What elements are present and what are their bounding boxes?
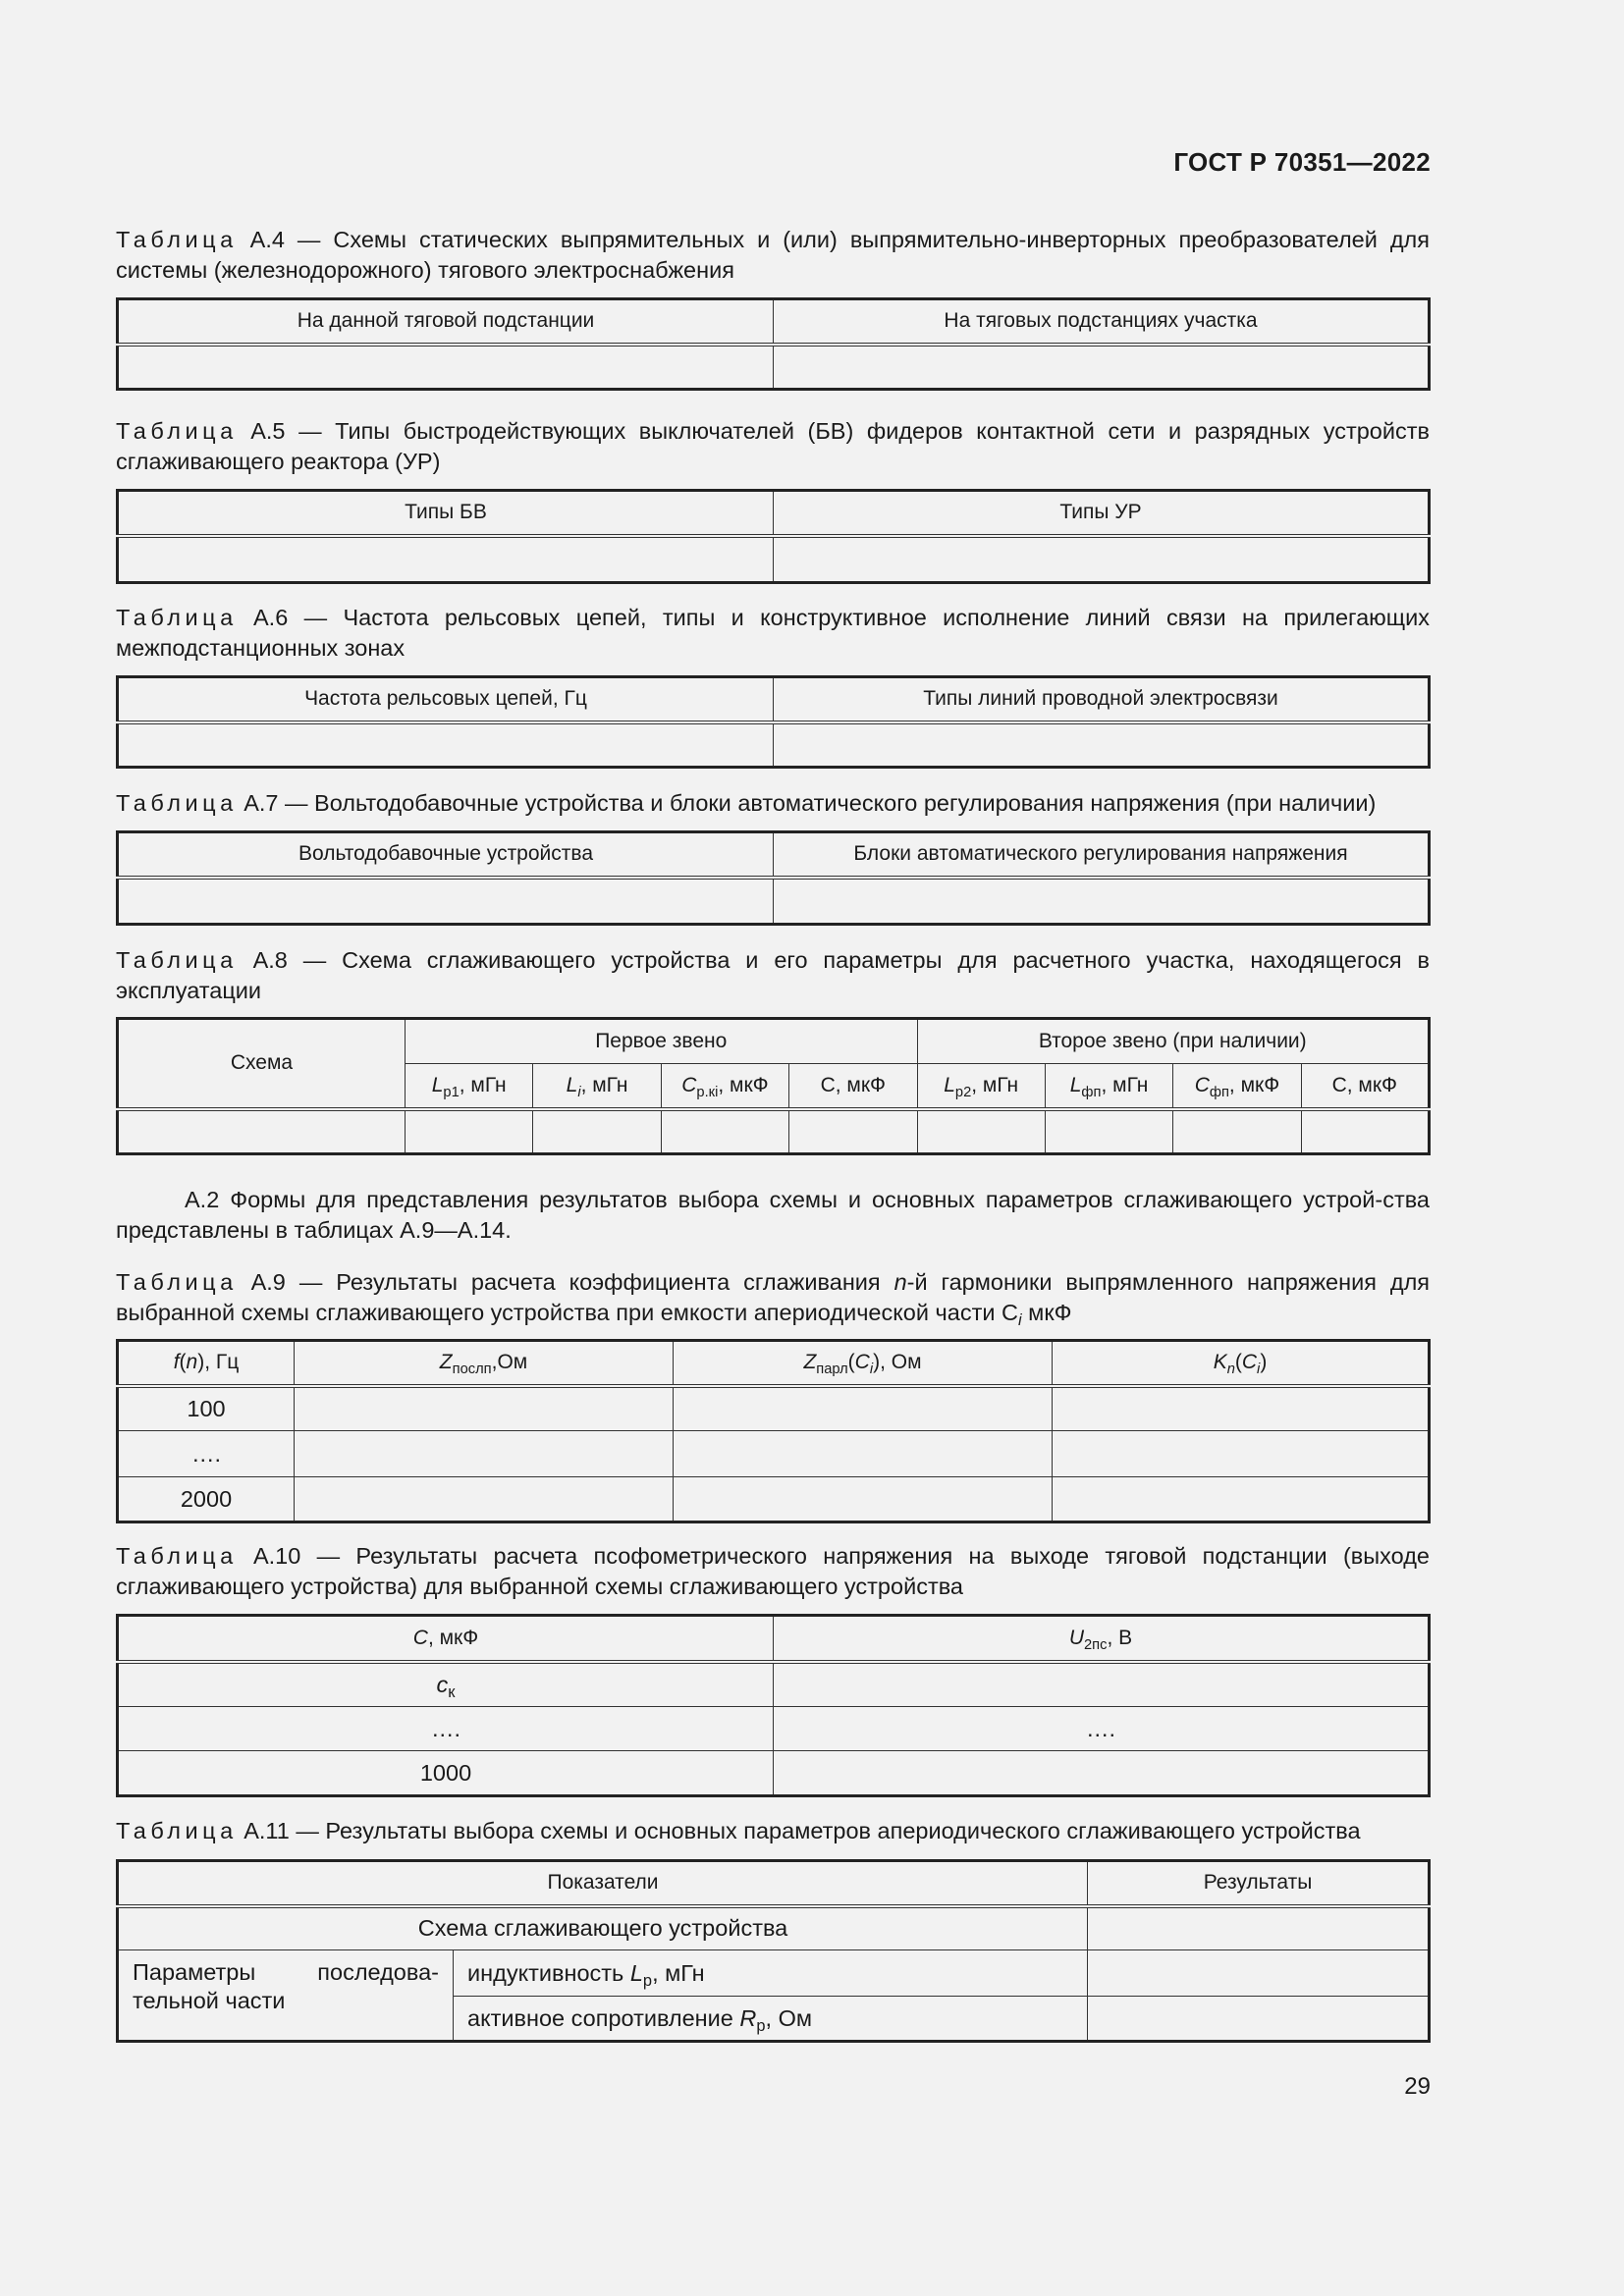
table-a11 [116, 1859, 1431, 2043]
table-a10-caption [116, 1541, 1430, 1602]
table-a8-col-cfp: $C_{фп}$, мкФ [1173, 1064, 1301, 1109]
table-a10-row-label: …. [118, 1707, 774, 1751]
table-a8-col-lp1: $L_{р1}$, мГн [406, 1064, 533, 1109]
table-a7-title: — Вольтодобавочные устройства и блоки автоматического регулирования напряжения (при наличии) [285, 790, 1377, 816]
table-a9-cell [674, 1431, 1053, 1477]
table-a5 [116, 489, 1431, 584]
table-a5-caption [116, 416, 1430, 477]
caption-word: Таблица [116, 1818, 238, 1843]
table-a10 [116, 1614, 1431, 1797]
table-a8-cell [789, 1109, 917, 1154]
table-a10-col-capacitance: C, мкФ [118, 1616, 774, 1662]
table-a11-title: — Результаты выбора схемы и основных параметров апериодического сглаживающего устройства [296, 1818, 1361, 1843]
table-a9-number: А.9 [250, 1269, 286, 1295]
table-a9-cell [295, 1386, 674, 1431]
caption-word: Таблица [116, 418, 238, 444]
table-a6-number: А.6 [253, 605, 289, 630]
table-a9-cell [295, 1477, 674, 1522]
table-a8-caption [116, 945, 1430, 1006]
table-a8-col-lfp: $L_{фп}$, мГн [1045, 1064, 1172, 1109]
table-a11-params-label: Параметры последова-тельной части [118, 1950, 454, 2042]
table-a8-title: — Схема сглаживающего устройства и его параметры для расчетного участка, находящегося в эксплуатации [116, 947, 1430, 1003]
table-a10-cell [774, 1751, 1430, 1796]
caption-word: Таблица [116, 790, 238, 816]
table-a4 [116, 297, 1431, 391]
table-a11-col-results: Результаты [1088, 1861, 1430, 1906]
table-a8-cell [118, 1109, 406, 1154]
table-a4-title: — Схемы статических выпрямительных и (или) выпрямительно-инверторных преобразователей для системы (железнодорожного) тягового электроснабжения [116, 227, 1430, 283]
table-a7-cell [774, 878, 1430, 925]
table-a11-caption [116, 1816, 1430, 1846]
table-a7-header-cell: Блоки автоматического регулирования напряжения [774, 832, 1430, 878]
table-a6-title: — Частота рельсовых цепей, типы и конструктивное исполнение линий связи на прилегающих межподстанционных зонах [116, 605, 1430, 661]
table-a9-cell [674, 1386, 1053, 1431]
table-a9-row-label: 2000 [118, 1477, 295, 1522]
table-a9-col-z-parallel: $Z_{парл}(C_i)$, Ом [674, 1341, 1053, 1386]
caption-word: Таблица [116, 947, 238, 973]
table-a8-cell [661, 1109, 788, 1154]
table-a10-title: — Результаты расчета псофометрического напряжения на выходе тяговой подстанции (выходе сглаживающего устройства) для выбранной схемы сглаживающего устройства [116, 1543, 1430, 1599]
table-a5-header-cell: Типы УР [774, 491, 1430, 536]
table-a9-cell [674, 1477, 1053, 1522]
table-a9-col-frequency: f(n), Гц [118, 1341, 295, 1386]
table-a8-group2-header: Второе звено (при наличии) [917, 1019, 1430, 1064]
table-a11-cell [1088, 1906, 1430, 1950]
table-a9-col-z-series: $Z_{послп},Ом$ [295, 1341, 674, 1386]
table-a6-header-cell: Частота рельсовых цепей, Гц [118, 677, 774, 722]
table-a8-cell [1173, 1109, 1301, 1154]
table-a7-number: А.7 [244, 790, 279, 816]
table-a9-cell [1053, 1477, 1430, 1522]
table-a11-cell [1088, 1950, 1430, 1997]
table-a7-caption [116, 788, 1430, 819]
table-a10-row-label: 1000 [118, 1751, 774, 1796]
table-a8 [116, 1017, 1431, 1155]
table-a9-cell [1053, 1431, 1430, 1477]
table-a9-col-k: $K_n(C_i)$ [1053, 1341, 1430, 1386]
table-a8-cell [917, 1109, 1045, 1154]
table-a4-caption [116, 225, 1430, 286]
table-a9-caption [116, 1267, 1430, 1328]
table-a5-cell [118, 536, 774, 583]
table-a4-header-cell: На тяговых подстанциях участка [774, 299, 1430, 345]
table-a9-cell [295, 1431, 674, 1477]
caption-word: Таблица [116, 605, 238, 630]
table-a7-cell [118, 878, 774, 925]
table-a8-scheme-header: Схема [118, 1019, 406, 1109]
table-a8-cell [406, 1109, 533, 1154]
table-a5-title: — Типы быстродействующих выключателей (БВ) фидеров контактной сети и разрядных устройств сглаживающего реактора (УР) [116, 418, 1430, 474]
table-a4-cell [118, 345, 774, 390]
table-a8-col-lp2: $L_{р2}$, мГн [917, 1064, 1045, 1109]
table-a10-cell [774, 1662, 1430, 1707]
page-number: 29 [1404, 2073, 1431, 2100]
caption-word: Таблица [116, 1269, 238, 1295]
table-a5-number: А.5 [250, 418, 286, 444]
table-a6-cell [774, 722, 1430, 768]
table-a6-cell [118, 722, 774, 768]
paragraph-a2: А.2 Формы для представления результатов выбора схемы и основных параметров сглаживающего устрой-ства представлены в таблицах А.9—А.14. [116, 1187, 1430, 1243]
table-a9-cell [1053, 1386, 1430, 1431]
table-a10-cell: …. [774, 1707, 1430, 1751]
table-a8-group1-header: Первое звено [406, 1019, 918, 1064]
table-a9 [116, 1339, 1431, 1523]
table-a6 [116, 675, 1431, 769]
table-a10-number: А.10 [252, 1543, 301, 1569]
table-a6-header-cell: Типы линий проводной электросвязи [774, 677, 1430, 722]
table-a11-col-indicators: Показатели [118, 1861, 1088, 1906]
document-id: ГОСТ Р 70351—2022 [1173, 147, 1431, 177]
table-a7-header-cell: Вольтодобавочные устройства [118, 832, 774, 878]
table-a9-title: — Результаты расчета коэффициента сглаживания n-й гармоники выпрямленного напряжения для выбранной схемы сглаживающего устройства при емкости апериодической части $С_i$ мкФ [116, 1269, 1431, 1329]
caption-word: Таблица [116, 227, 238, 252]
table-a8-col-c2: С, мкФ [1301, 1064, 1429, 1109]
table-a9-row-label: 100 [118, 1386, 295, 1431]
caption-word: Таблица [116, 1543, 238, 1569]
table-a8-cell [1301, 1109, 1429, 1154]
table-a4-header-cell: На данной тяговой подстанции [118, 299, 774, 345]
table-a9-row-label: …. [118, 1431, 295, 1477]
table-a11-number: А.11 [244, 1818, 290, 1843]
table-a8-col-crki: $C_{р.кi}$, мкФ [661, 1064, 788, 1109]
table-a5-cell [774, 536, 1430, 583]
table-a7 [116, 830, 1431, 926]
table-a11-cell [1088, 1997, 1430, 2042]
table-a11-row-resistance: активное сопротивление $R_р$, Ом [454, 1997, 1088, 2042]
table-a4-number: А.4 [249, 227, 285, 252]
table-a8-col-li: $L_i$, мГн [533, 1064, 661, 1109]
table-a5-header-cell: Типы БВ [118, 491, 774, 536]
table-a6-caption [116, 603, 1430, 664]
table-a10-col-voltage: $U_{2пс}$, В [774, 1616, 1430, 1662]
table-a4-cell [774, 345, 1430, 390]
table-a10-row-label: $c_к$ [118, 1662, 774, 1707]
table-a11-row-scheme: Схема сглаживающего устройства [118, 1906, 1088, 1950]
table-a8-cell [1045, 1109, 1172, 1154]
table-a8-cell [533, 1109, 661, 1154]
table-a8-number: А.8 [252, 947, 288, 973]
table-a11-row-inductance: индуктивность $L_р$, мГн [454, 1950, 1088, 1997]
table-a8-col-c1: С, мкФ [789, 1064, 917, 1109]
